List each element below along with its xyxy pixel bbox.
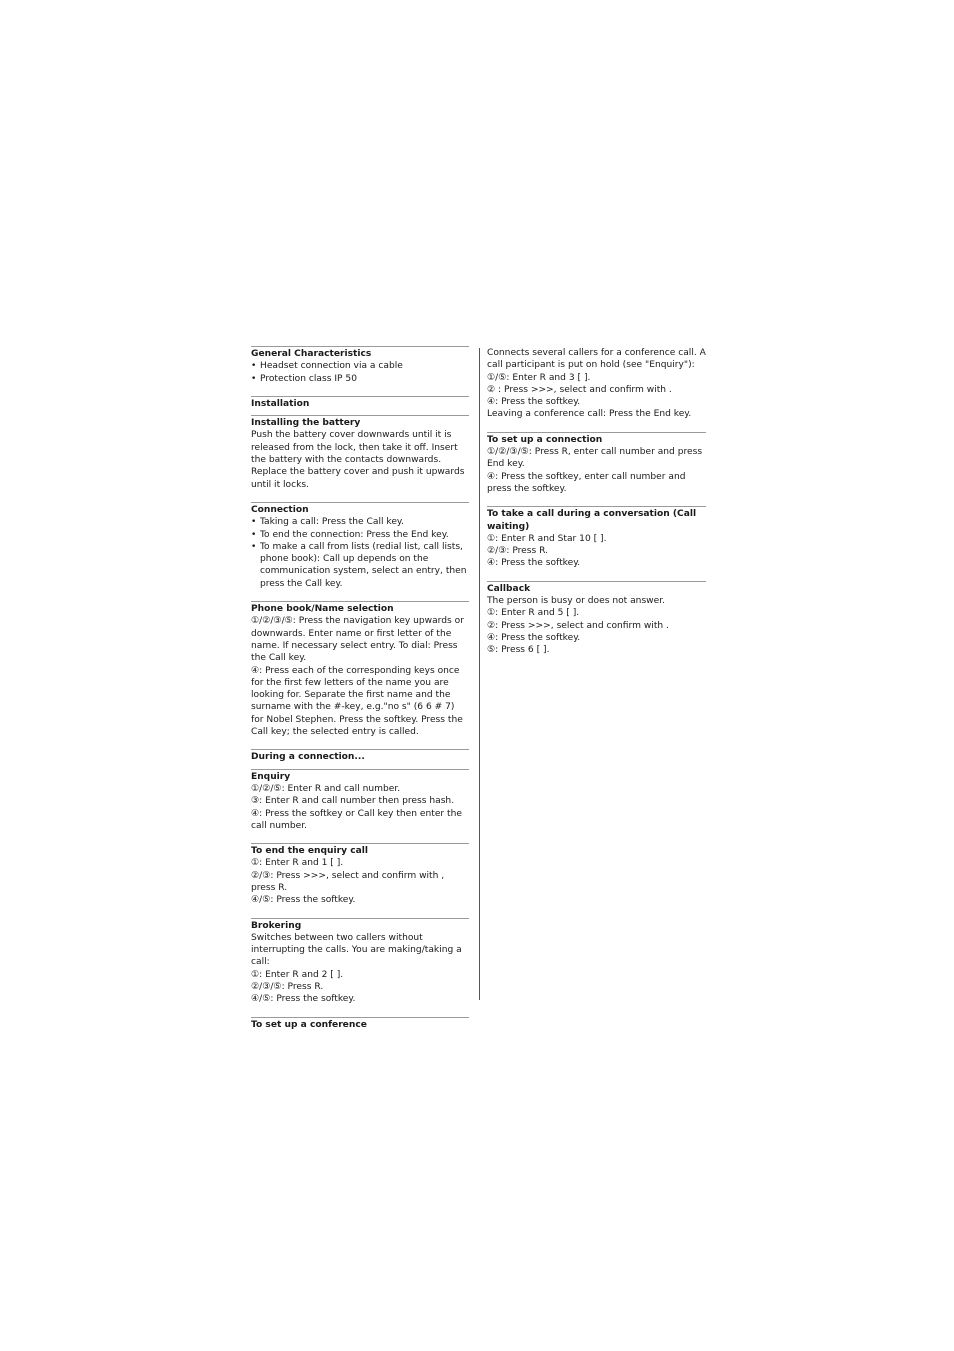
callback-line: ①: Enter R and 5 [ ]. xyxy=(487,608,580,619)
end-enquiry-line: ②/③: Press >>>, select and confirm with , press R. xyxy=(251,870,445,893)
callback-line: ②: Press >>>, select and confirm with . xyxy=(487,620,669,631)
conference-line: ①/⑤: Enter R and 3 [ ]. xyxy=(487,372,591,383)
connection-list xyxy=(251,516,469,590)
end-enquiry-line: ④/⑤: Press the softkey. xyxy=(251,895,356,906)
phonebook-text-1: ①/②/③/⑤: Press the navigation key upwards or downwards. Enter name or first letter of the name. If necessary select entry. To dial: Press the Call key. xyxy=(251,616,464,664)
heading-phonebook: Phone book/Name selection xyxy=(251,604,394,615)
heading-conference: To set up a conference xyxy=(251,1019,367,1030)
heading-end-enquiry: To end the enquiry call xyxy=(251,846,368,857)
heading-enquiry: Enquiry xyxy=(251,771,291,782)
call-waiting-line: ②/③: Press R. xyxy=(487,546,549,557)
section-installation xyxy=(251,396,469,410)
heading-during: During a connection... xyxy=(251,752,365,763)
callback-line: ④: Press the softkey. xyxy=(487,632,581,643)
section-end-enquiry xyxy=(251,843,469,906)
brokering-intro: Switches between two callers without interrupting the calls. You are making/taking a call: xyxy=(251,932,462,968)
brokering-line: ②/③/⑤: Press R. xyxy=(251,982,324,993)
heading-battery: Installing the battery xyxy=(251,418,361,429)
section-conference xyxy=(251,1017,469,1031)
section-battery xyxy=(251,415,469,491)
enquiry-line: ③: Enter R and call number then press hash. xyxy=(251,796,455,807)
list-item: • Protection class IP 50 xyxy=(251,373,469,385)
conference-line: ② : Press >>>, select and confirm with . xyxy=(487,384,672,395)
conference-line: Leaving a conference call: Press the End key. xyxy=(487,409,692,420)
heading-installation: Installation xyxy=(251,398,310,409)
heading-connection: Connection xyxy=(251,504,309,515)
heading-call-waiting: To take a call during a conversation (Call waiting) xyxy=(487,509,697,532)
section-brokering xyxy=(251,918,469,1006)
section-connection xyxy=(251,502,469,590)
enquiry-line: ④: Press the softkey or Call key then enter the call number. xyxy=(251,808,462,831)
left-column xyxy=(251,346,469,1031)
call-waiting-line: ①: Enter R and Star 10 [ ]. xyxy=(487,533,607,544)
phonebook-text-2: ④: Press each of the corresponding keys once for the first few letters of the name you are looking for. Separate the first name and the surname with the #-key, e.g."no s" (6 6 # 7) for Nobel Stephen. Press the softkey. Press the Call key; the selected entry is called. xyxy=(251,665,463,738)
heading-general: General Characteristics xyxy=(251,349,372,359)
setup-line: ④: Press the softkey, enter call number and press the softkey. xyxy=(487,471,686,494)
section-setup-connection xyxy=(487,432,706,495)
brokering-line: ④/⑤: Press the softkey. xyxy=(251,994,356,1005)
enquiry-line: ①/②/⑤: Enter R and call number. xyxy=(251,783,401,794)
call-waiting-line: ④: Press the softkey. xyxy=(487,558,581,569)
list-item: • Headset connection via a cable xyxy=(251,360,469,372)
section-phonebook xyxy=(251,601,469,738)
column-divider xyxy=(479,348,480,1000)
section-call-waiting xyxy=(487,506,706,569)
section-during xyxy=(251,749,469,763)
conference-intro: Connects several callers for a conference call. A call participant is put on hold (see "Enquiry"): xyxy=(487,348,706,371)
heading-callback: Callback xyxy=(487,583,531,594)
callback-line: The person is busy or does not answer. xyxy=(487,596,666,607)
end-enquiry-line: ①: Enter R and 1 [ ]. xyxy=(251,858,344,869)
general-list xyxy=(251,360,469,385)
callback-line: ⑤: Press 6 [ ]. xyxy=(487,645,550,656)
conference-line: ④: Press the softkey. xyxy=(487,397,581,408)
list-item: • Taking a call: Press the Call key. xyxy=(251,516,469,528)
heading-brokering: Brokering xyxy=(251,920,302,931)
section-callback xyxy=(487,581,706,657)
section-conference-cont xyxy=(487,346,706,421)
heading-setup-connection: To set up a connection xyxy=(487,434,603,445)
section-general xyxy=(251,346,469,385)
list-item: • To end the connection: Press the End key. xyxy=(251,529,469,541)
setup-line: ①/②/③/⑤: Press R, enter call number and press End key. xyxy=(487,447,703,470)
section-enquiry xyxy=(251,769,469,832)
brokering-line: ①: Enter R and 2 [ ]. xyxy=(251,969,344,980)
right-column xyxy=(487,346,706,657)
battery-text: Push the battery cover downwards until it is released from the lock, then take it off. Insert the battery with the contacts downwards. Replace the battery cover and push it upwards until it locks. xyxy=(251,430,465,490)
list-item: • To make a call from lists (redial list, call lists, phone book): Call up depends on the communication system, select an entry, then press the Call key. xyxy=(251,541,469,590)
